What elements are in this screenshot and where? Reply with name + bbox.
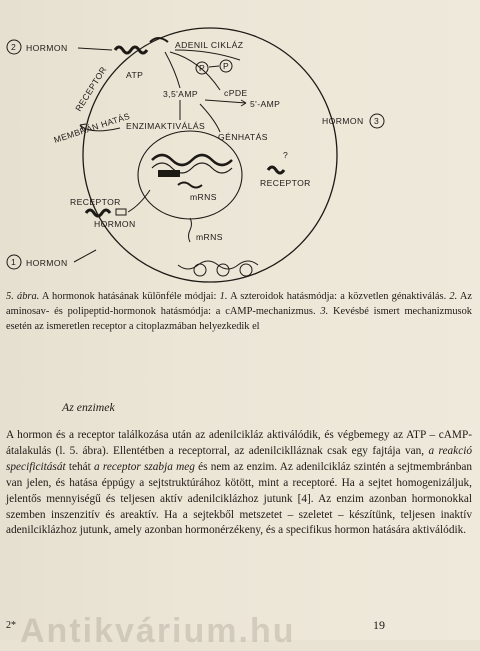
nucleus [138, 131, 242, 219]
receptor-right-label: RECEPTOR [260, 178, 311, 188]
phosphate-1: P [199, 63, 206, 73]
caption-num-1: 1. [219, 291, 228, 302]
number-2: 2 [11, 42, 17, 52]
hormon-inner-label: HORMON [94, 219, 136, 229]
watermark: Antikvárium.hu [20, 612, 296, 650]
atp-label: ATP [126, 70, 144, 80]
caption-text-4: Kevésbé ismert mechanizmusok esetén az ismeretlen receptor a citoplazmában helyezkedik el [6, 306, 472, 333]
section-heading: Az enzimek [62, 400, 115, 414]
body-text-1: A hormon és a receptor találkozása után az adenilcikláz aktiválódik, és végbemegy az ATP – cAMP-átalakulás (l. 5. ábra). Ellentétben a receptorral, az adenilciklláznak csak egy fajtája van, [6, 429, 472, 457]
body-emphasis-1: a reakció specificitását [6, 444, 472, 473]
mrns-inner-label: mRNS [190, 192, 217, 202]
caption-num-3: 3. [320, 306, 329, 318]
hormon-3-label: HORMON [322, 116, 364, 126]
mrns-outer-label: mRNS [196, 232, 223, 242]
body-emphasis-2: a receptor szabja meg [94, 460, 195, 473]
body-text-3: és nem az enzim. Az adenilcikláz szintén a sejtmembránban van jelen, és hatása éppúgy a sejtstruktúrához kötött, mint a receptoré. Ha a sejtet homogenizáljuk, jelentős mennyiségű és teljesen aktív adenilciklázhoz jutunk [4]. Az enzim azonban hormonokkal szemben inszenzitív és areaktív. Ha a sejtekből metszetet – szeletet – készítünk, teljesen inaktív adenilciklázhoz jutunk, amely azonban hormonérzékeny, és a specifikus hormon hatására aktiválódik. [6, 460, 473, 537]
figure-label: 5. ábra. [6, 291, 40, 302]
five-amp-label: 5'-AMP [250, 99, 281, 109]
hormon-2-label: HORMON [26, 43, 68, 53]
receptor-top-label: RECEPTOR [73, 64, 109, 114]
body-text-2: tehát [65, 460, 95, 473]
cell-membrane [83, 28, 337, 282]
hormon-1-label: HORMON [26, 258, 68, 268]
body-paragraph [6, 428, 472, 539]
caption-text-1: A hormonok hatásának különféle módjai: [39, 291, 220, 302]
page-number: 19 [373, 618, 385, 632]
cytoplasm-receptor [86, 210, 110, 216]
number-1: 1 [11, 257, 17, 267]
signature-mark: 2* [6, 620, 16, 631]
question-mark: ? [283, 150, 289, 160]
receptor-left-label: RECEPTOR [70, 197, 121, 207]
enzimaktivalas-label: ENZIMAKTIVÁLÁS [126, 121, 206, 131]
phosphate-2: P [223, 61, 230, 71]
caption-num-2: 2. [449, 291, 458, 302]
cpde-label: cPDE [224, 88, 248, 98]
body-text [6, 428, 472, 539]
figure-caption [6, 289, 472, 335]
hormone-action-diagram [0, 0, 480, 285]
camp-label: 3,5'AMP [163, 89, 199, 99]
caption-text-3: Az aminosav- és polipeptid-hormonok hatásmódja: a cAMP-mechanizmus. [6, 291, 472, 318]
genhatas-label: GÉNHATÁS [218, 132, 268, 142]
mrna-strand [178, 261, 258, 269]
caption-text-2: A szteroidok hatásmódja: a közvetlen génaktiválás. [227, 291, 450, 302]
number-3: 3 [374, 116, 380, 126]
adenil-ciklaz-label: ADENIL CIKLÁZ [175, 40, 244, 50]
membran-hatas-label: MEMBRÁN HATÁS [52, 110, 132, 145]
